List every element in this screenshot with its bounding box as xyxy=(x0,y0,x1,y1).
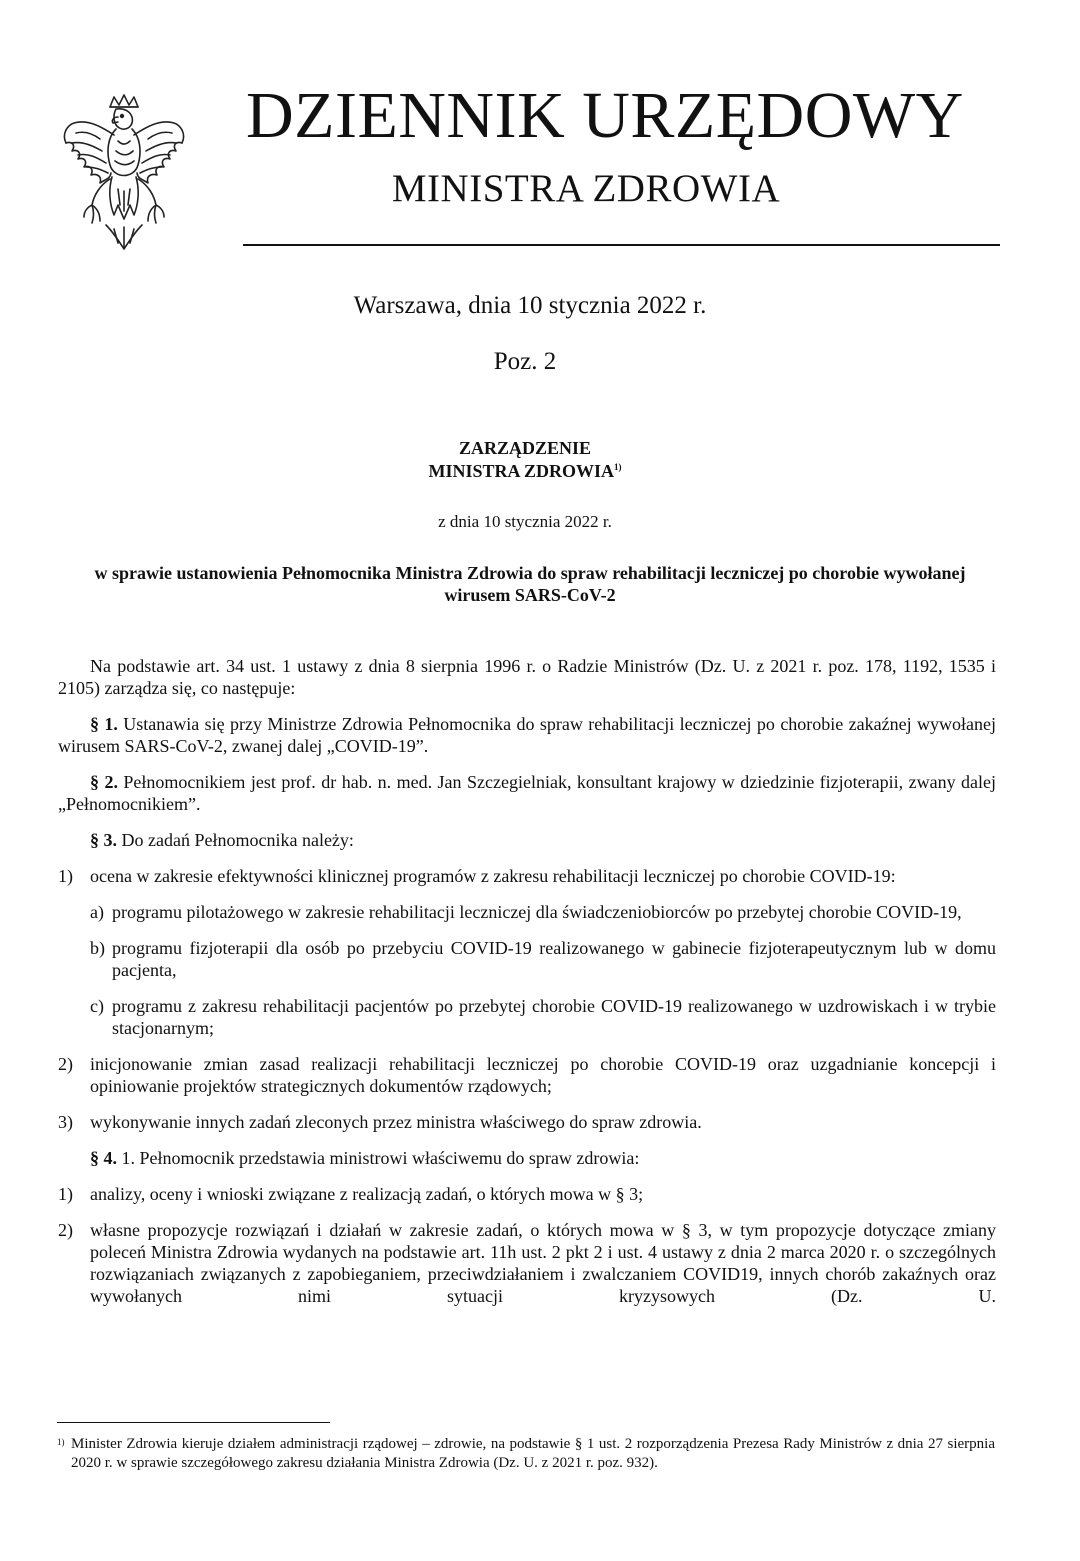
position-number: Poz. 2 xyxy=(493,348,557,375)
item-number: 1) xyxy=(58,1184,73,1204)
item-number: 2) xyxy=(58,1054,73,1074)
section-mark: § 2. xyxy=(90,772,118,792)
act-subject: w sprawie ustanowienia Pełnomocnika Ministra Zdrowia do spraw rehabilitacji leczniczej po chorobie wywołanej wirusem SARS-CoV-2 xyxy=(94,563,966,605)
polish-white-eagle-emblem-icon xyxy=(58,93,190,251)
footnote-mark: 1) xyxy=(57,1437,65,1447)
footnote-rule xyxy=(57,1422,330,1423)
item-number: 2) xyxy=(58,1220,73,1240)
section-2 xyxy=(58,771,996,815)
section-text: 1. Pełnomocnik przedstawia ministrowi właściwemu do spraw zdrowia: xyxy=(117,1148,640,1168)
masthead-rule xyxy=(243,244,1000,246)
footnote xyxy=(57,1435,995,1473)
sub-item-letter: b) xyxy=(90,938,105,958)
footnote-reference: 1) xyxy=(614,462,622,472)
sub-item xyxy=(58,995,996,1039)
item-text: inicjonowanie zmian zasad realizacji rehabilitacji leczniczej po chorobie COVID-19 oraz uzgadnianie koncepcji i opiniowanie projektów strategicznych dokumentów rządowych; xyxy=(90,1054,996,1096)
section-4 xyxy=(58,1147,996,1169)
footnote-text: Minister Zdrowia kieruje działem administracji rządowej – zdrowie, na podstawie § 1 ust. 2 rozporządzenia Prezesa Rady Ministrów z dnia 27 sierpnia 2020 r. w sprawie szczegółowego zakresu działania Ministra Zdrowia (Dz. U. z 2021 r. poz. 932). xyxy=(71,1436,995,1471)
sub-item-text: programu pilotażowego w zakresie rehabilitacji leczniczej dla świadczeniobiorców po przebytej chorobie COVID-19, xyxy=(112,902,962,922)
sub-item-letter: a) xyxy=(90,902,104,922)
section-3 xyxy=(58,829,996,851)
act-issuer-text: MINISTRA ZDROWIA xyxy=(428,461,615,481)
list-item xyxy=(58,1053,996,1097)
place-and-date: Warszawa, dnia 10 stycznia 2022 r. xyxy=(353,292,707,319)
list-item xyxy=(58,1183,996,1205)
item-text: własne propozycje rozwiązań i działań w zakresie zadań, o których mowa w § 3, w tym propozycje dotyczące zmiany poleceń Ministra Zdrowia wydanych na podstawie art. 11h ust. 2 pkt 2 i ust. 4 ustawy z dnia 2 marca 2020 r. o szczególnych rozwiązaniach związanych z zapobieganiem, przeciwdziałaniem i zwalczaniem COVID19, innych chorób zakaźnych oraz wywołanych nimi sytuacji kryzysowych (Dz. U. xyxy=(90,1220,996,1306)
section-mark: § 4. xyxy=(90,1148,117,1168)
act-date: z dnia 10 stycznia 2022 r. xyxy=(438,512,612,531)
section-mark: § 3. xyxy=(90,830,117,850)
sub-item-letter: c) xyxy=(90,996,104,1016)
section-text: Do zadań Pełnomocnika należy: xyxy=(117,830,354,850)
act-type: ZARZĄDZENIE xyxy=(458,438,592,458)
item-number: 1) xyxy=(58,866,73,886)
preamble: Na podstawie art. 34 ust. 1 ustawy z dnia 8 sierpnia 1996 r. o Radzie Ministrów (Dz. U. z 2021 r. poz. 178, 1192, 1535 i 2105) zarządza się, co następuje: xyxy=(58,656,996,698)
section-1 xyxy=(58,713,996,757)
act-body xyxy=(58,655,996,1321)
journal-title: DZIENNIK URZĘDOWY xyxy=(246,79,964,152)
section-mark: § 1. xyxy=(90,714,118,734)
list-item xyxy=(58,1111,996,1133)
list-item xyxy=(58,1219,996,1307)
sub-item-text: programu fizjoterapii dla osób po przebyciu COVID-19 realizowanego w gabinecie fizjoterapeutycznym lub w domu pacjenta, xyxy=(112,938,996,980)
item-number: 3) xyxy=(58,1112,73,1132)
sub-item xyxy=(58,937,996,981)
item-text: ocena w zakresie efektywności klinicznej programów z zakresu rehabilitacji leczniczej po chorobie COVID-19: xyxy=(90,866,896,886)
item-text: analizy, oceny i wnioski związane z realizacją zadań, o których mowa w § 3; xyxy=(90,1184,644,1204)
sub-item xyxy=(58,901,996,923)
item-text: wykonywanie innych zadań zleconych przez ministra właściwego do spraw zdrowia. xyxy=(90,1112,702,1132)
section-text: Pełnomocnikiem jest prof. dr hab. n. med. Jan Szczegielniak, konsultant krajowy w dziedzinie fizjoterapii, zwany dalej „Pełnomocnikiem”. xyxy=(58,772,997,814)
section-text: Ustanawia się przy Ministrze Zdrowia Pełnomocnika do spraw rehabilitacji leczniczej po chorobie zakaźnej wywołanej wirusem SARS-CoV-2, zwanej dalej „COVID-19”. xyxy=(58,714,996,756)
sub-item-text: programu z zakresu rehabilitacji pacjentów po przebytej chorobie COVID-19 realizowanego w uzdrowiskach i w trybie stacjonarnym; xyxy=(112,996,996,1038)
list-item xyxy=(58,865,996,887)
journal-subtitle: MINISTRA ZDROWIA xyxy=(391,167,781,210)
act-issuer xyxy=(0,461,1050,482)
